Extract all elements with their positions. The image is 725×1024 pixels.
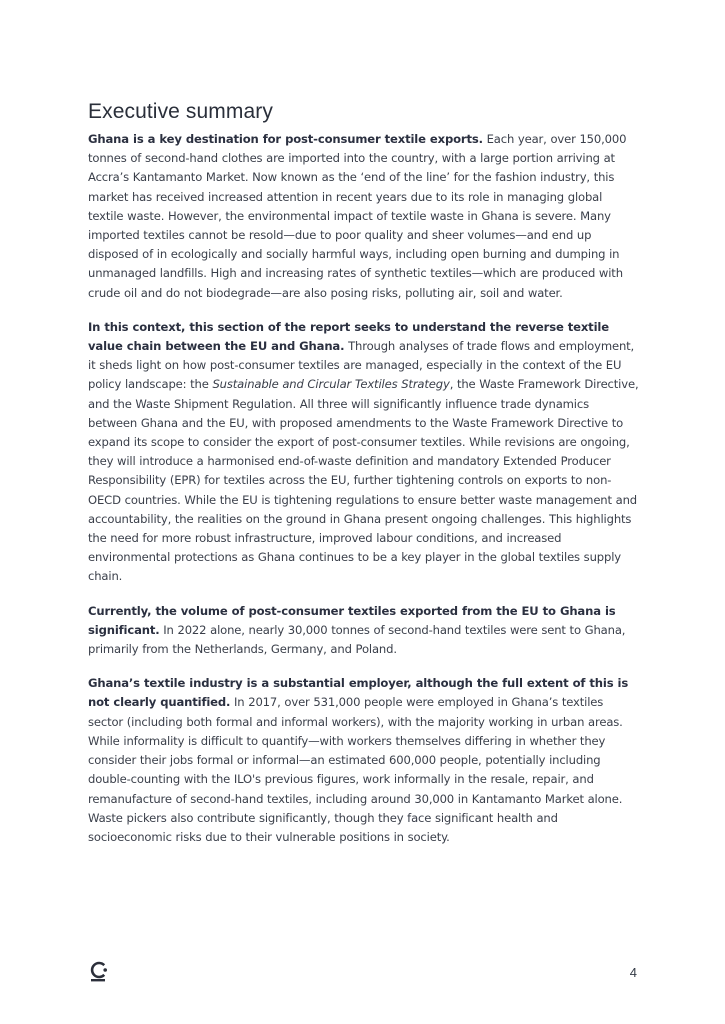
paragraph-body: , the Waste Framework Directive, and the Waste Shipment Regulation. All three will significantly influence trade dynamics between Ghana and the EU, with proposed amendments to the Waste Framework Directive to expand its scope to consider the export of post-consumer textiles. While revisions are ongoing, they will introduce a harmonised end-of-waste definition and mandatory Extended Producer Responsibility (EPR) for textiles across the EU, further tightening controls on exports to non-OECD countries. While the EU is tightening regulations to ensure better waste management and accountability, the realities on the ground in Ghana present ongoing challenges. This highlights the need for more robust infrastructure, improved labour conditions, and increased environmental protections as Ghana continues to be a key player in the global textiles supply chain. [88,377,639,584]
paragraph-ghana-destination [88,130,640,303]
paragraph-lead: Currently, the volume of post-consumer textiles exported from the EU to Ghana is significant. [88,603,616,637]
executive-summary-section [88,100,640,862]
circle-c-logo-icon [89,960,109,982]
page-number: 4 [629,965,637,980]
paragraph-body: Each year, over 150,000 tonnes of second-hand clothes are imported into the country, with a large portion arriving at Accra’s Kantamanto Market. Now known as the ‘end of the line’ for the fashion industry, this market has received increased attention in recent years due to its role in managing global textile waste. However, the environmental impact of textile waste in Ghana is severe. Many imported textiles cannot be resold—due to poor quality and sheer volumes—and end up disposed of in ecologically and socially harmful ways, including open burning and dumping in unmanaged landfills. High and increasing rates of synthetic textiles—which are produced with crude oil and do not biodegrade—are also posing risks, polluting air, soil and water. [88,132,627,300]
paragraph-body: In 2017, over 531,000 people were employed in Ghana’s textiles sector (including both formal and informal workers), with the majority working in urban areas. While informality is difficult to quantify—with workers themselves differing in whether they consider their jobs formal or informal—an estimated 600,000 people, potentially including double-counting with the ILO's previous figures, work informally in the resale, repair, and remanufacture of second-hand textiles, including around 30,000 in Kantamanto Market alone. Waste pickers also contribute significantly, though they face significant health and socioeconomic risks due to their vulnerable positions in society. [88,695,623,844]
paragraph-body: Through analyses of trade flows and employment, it sheds light on how post-consumer textiles are managed, especially in the context of the EU policy landscape: the [88,339,635,392]
paragraph-export-volume [88,602,640,660]
paragraph-lead: In this context, this section of the report seeks to understand the reverse textile value chain between the EU and Ghana. [88,319,609,354]
paragraph-lead: Ghana’s textile industry is a substantial employer, although the full extent of this is not clearly quantified. [88,676,629,710]
paragraph-body: In 2022 alone, nearly 30,000 tonnes of second-hand textiles were sent to Ghana, primarily from the Netherlands, Germany, and Poland. [88,622,626,657]
paragraph-lead: Ghana is a key destination for post-consumer textile exports. [88,132,483,146]
paragraph-context [88,318,640,587]
paragraph-employment [88,674,640,847]
section-title: Executive summary [88,100,273,123]
strategy-title: Sustainable and Circular Textiles Strategy [212,377,450,392]
